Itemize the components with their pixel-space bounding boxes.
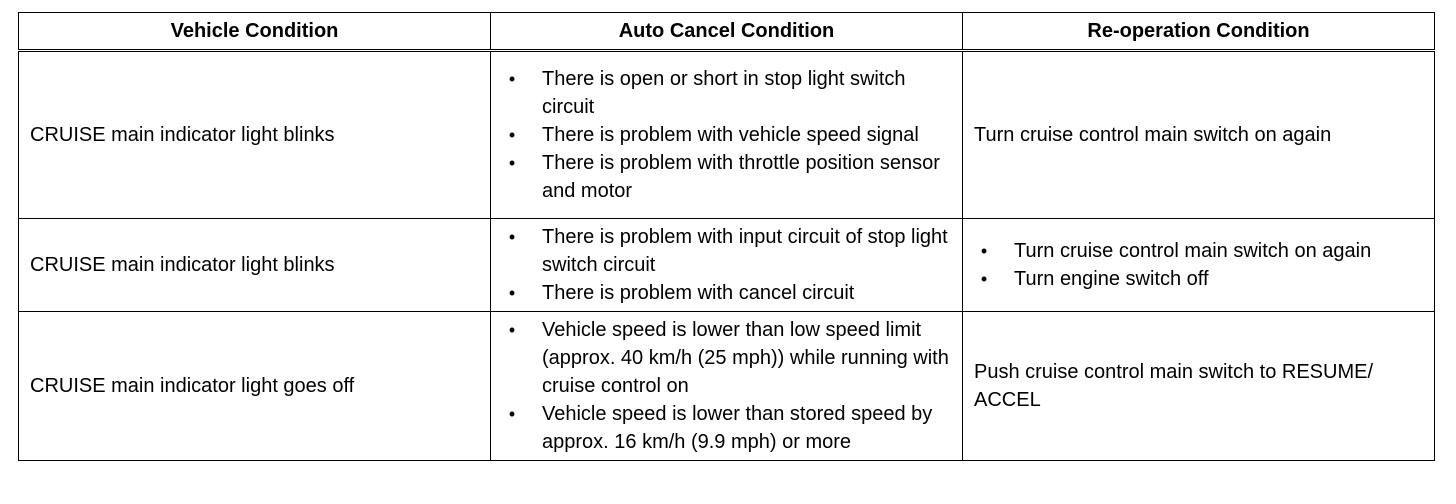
list-item-text: Turn engine switch off <box>1014 268 1209 290</box>
list-item <box>502 149 952 205</box>
bullet-icon: • <box>508 227 516 247</box>
list-item-text: There is open or short in stop light switch circuit <box>542 68 906 118</box>
vehicle-condition-cell: CRUISE main indicator light goes off <box>19 312 491 461</box>
bullet-icon: • <box>508 404 516 424</box>
vehicle-condition-cell: CRUISE main indicator light blinks <box>19 219 491 312</box>
list-item <box>502 279 952 307</box>
list-item <box>502 400 952 456</box>
list-item <box>502 223 952 279</box>
bullet-icon: • <box>980 269 988 289</box>
list-item <box>502 65 952 121</box>
bullet-icon: • <box>980 241 988 261</box>
list-item-text: Vehicle speed is lower than stored speed by approx. 16 km/h (9.9 mph) or more <box>542 403 933 453</box>
table-row <box>19 312 1435 461</box>
list-item <box>502 316 952 400</box>
list-item <box>502 121 952 149</box>
auto-cancel-cell <box>491 312 963 461</box>
list-item-text: Vehicle speed is lower than low speed limit (approx. 40 km/h (25 mph)) while running with cruise control on <box>542 319 949 397</box>
list-item-text: There is problem with cancel circuit <box>542 282 855 304</box>
re-operation-cell: Turn cruise control main switch on again <box>963 51 1435 219</box>
list-item-text: There is problem with throttle position sensor and motor <box>542 152 940 202</box>
auto-cancel-list <box>502 223 952 307</box>
auto-cancel-cell <box>491 219 963 312</box>
bullet-icon: • <box>508 283 516 303</box>
bullet-icon: • <box>508 320 516 340</box>
auto-cancel-cell <box>491 51 963 219</box>
header-re-operation-condition: Re-operation Condition <box>963 13 1435 51</box>
table-row <box>19 51 1435 219</box>
cruise-cancel-conditions-table <box>18 12 1435 461</box>
header-auto-cancel-condition: Auto Cancel Condition <box>491 13 963 51</box>
header-vehicle-condition: Vehicle Condition <box>19 13 491 51</box>
vehicle-condition-cell: CRUISE main indicator light blinks <box>19 51 491 219</box>
header-row <box>19 13 1435 51</box>
re-operation-list <box>974 237 1424 293</box>
list-item-text: There is problem with input circuit of stop light switch circuit <box>542 226 948 276</box>
auto-cancel-list <box>502 316 952 456</box>
bullet-icon: • <box>508 153 516 173</box>
bullet-icon: • <box>508 69 516 89</box>
bullet-icon: • <box>508 125 516 145</box>
re-operation-cell: Push cruise control main switch to RESUME/ ACCEL <box>963 312 1435 461</box>
list-item-text: Turn cruise control main switch on again <box>1014 240 1372 262</box>
table-row <box>19 219 1435 312</box>
list-item <box>974 265 1424 293</box>
list-item <box>974 237 1424 265</box>
auto-cancel-list <box>502 65 952 205</box>
list-item-text: There is problem with vehicle speed signal <box>542 124 919 146</box>
re-operation-cell <box>963 219 1435 312</box>
